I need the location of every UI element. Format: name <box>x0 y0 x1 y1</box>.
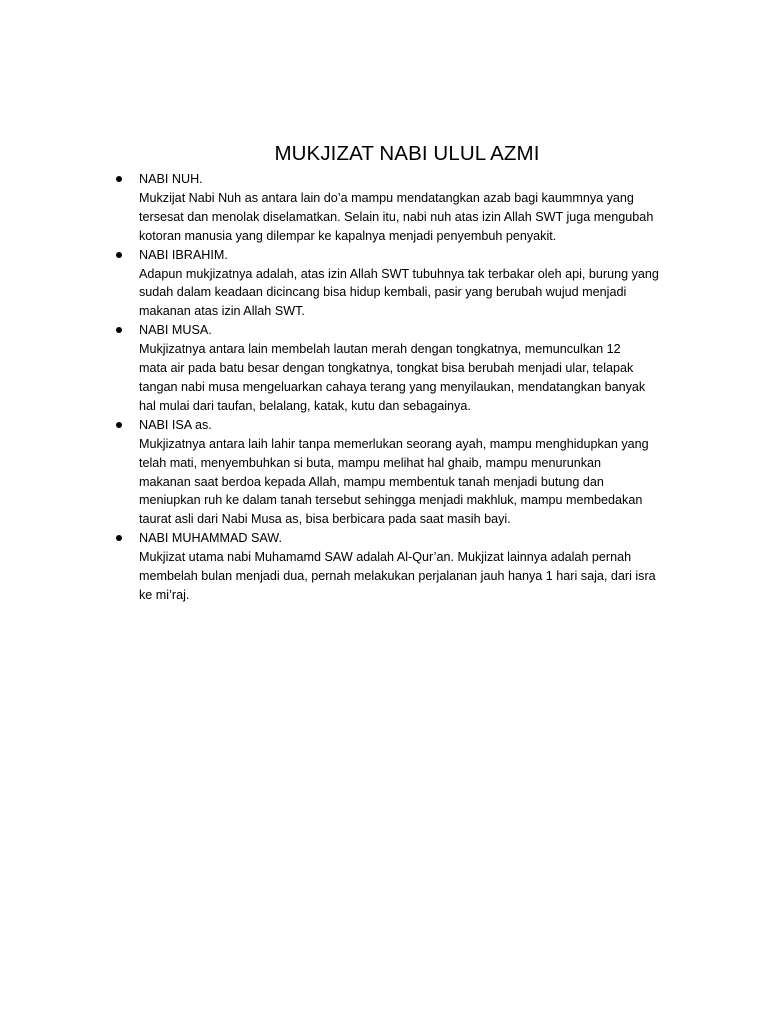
list-item-nabi-muhammad <box>112 529 682 605</box>
item-text-line: Mukjizatnya antara laih lahir tanpa memerlukan seorang ayah, mampu menghidupkan yang <box>139 436 649 451</box>
item-text-line: telah mati, menyembuhkan si buta, mampu melihat hal ghaib, mampu menurunkan <box>139 455 602 470</box>
item-text-line: sudah dalam keadaan dicincang bisa hidup kembali, pasir yang berubah wujud menjadi <box>139 285 627 300</box>
bullet-icon <box>116 327 122 333</box>
bullet-icon <box>116 176 122 182</box>
item-text-line: meniupkan ruh ke dalam tanah tersebut sehingga menjadi makhluk, mampu membedakan <box>139 493 643 508</box>
document-title: MUKJIZAT NABI ULUL AZMI <box>274 142 540 165</box>
item-heading: NABI MUSA. <box>139 323 212 338</box>
list-item-nabi-ibrahim <box>112 246 682 322</box>
list-item-nabi-nuh <box>112 170 682 246</box>
prophet-list <box>112 170 682 605</box>
item-text-line: makanan saat berdoa kepada Allah, mampu membentuk tanah menjadi butung dan <box>139 474 604 489</box>
item-text-line: Mukzijat Nabi Nuh as antara lain do’a mampu mendatangkan azab bagi kaummnya yang <box>139 190 634 205</box>
item-text-line: mata air pada batu besar dengan tongkatnya, tongkat bisa berubah menjadi ular, telapak <box>139 361 634 376</box>
item-text-line: makanan atas izin Allah SWT. <box>139 304 305 319</box>
bullet-icon <box>116 535 122 541</box>
item-text-line: membelah bulan menjadi dua, pernah melakukan perjalanan jauh hanya 1 hari saja, dari isra <box>139 569 656 584</box>
item-text-line: kotoran manusia yang dilempar ke kapalnya menjadi penyembuh penyakit. <box>139 228 557 243</box>
item-text-line: taurat asli dari Nabi Musa as, bisa berbicara pada saat masih bayi. <box>139 512 511 527</box>
item-text-line: Adapun mukjizatnya adalah, atas izin Allah SWT tubuhnya tak terbakar oleh api, burung yang <box>139 266 659 281</box>
item-text-line: Mukjizatnya antara lain membelah lautan merah dengan tongkatnya, memunculkan 12 <box>139 342 621 357</box>
list-item-nabi-musa <box>112 321 682 416</box>
list-item-nabi-isa <box>112 416 682 529</box>
item-heading: NABI IBRAHIM. <box>139 247 228 262</box>
item-text-line: tangan nabi musa mengeluarkan cahaya terang yang menyilaukan, mendatangkan banyak <box>139 379 646 394</box>
item-heading: NABI MUHAMMAD SAW. <box>139 531 282 546</box>
bullet-icon <box>116 422 122 428</box>
item-text-line: ke mi’raj. <box>139 587 190 602</box>
item-heading: NABI ISA as. <box>139 417 212 432</box>
item-text-line: hal mulai dari taufan, belalang, katak, kutu dan sebagainya. <box>139 398 471 413</box>
item-text-line: tersesat dan menolak diselamatkan. Selain itu, nabi nuh atas izin Allah SWT juga mengubah <box>139 209 654 224</box>
bullet-icon <box>116 252 122 258</box>
item-heading: NABI NUH. <box>139 172 203 186</box>
item-text-line: Mukjizat utama nabi Muhamamd SAW adalah Al-Qur’an. Mukjizat lainnya adalah pernah <box>139 550 632 565</box>
